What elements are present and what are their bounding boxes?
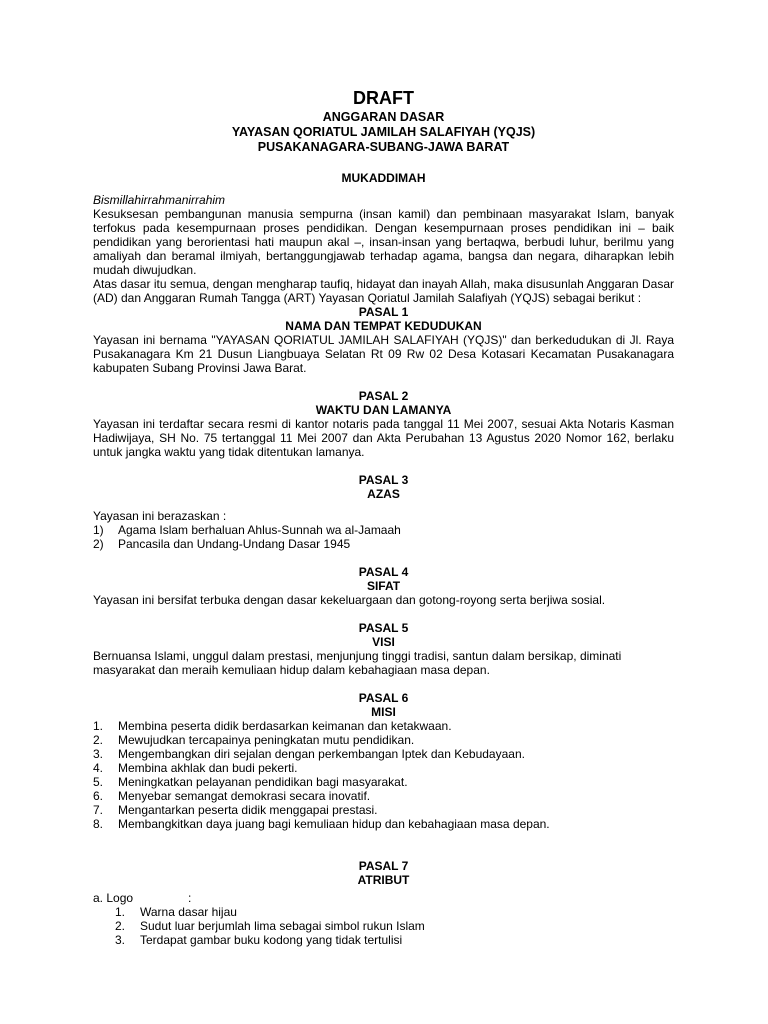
list-number: 3. (93, 747, 104, 761)
list-number: 7. (93, 803, 104, 817)
pasal3-title: AZAS (367, 487, 400, 501)
list-number: 1) (93, 523, 104, 537)
doc-title-line3: PUSAKANAGARA-SUBANG-JAWA BARAT (257, 140, 510, 154)
pasal6-title: MISI (371, 705, 396, 719)
list-item (115, 919, 674, 933)
list-number: 1. (93, 719, 104, 733)
list-text: Mengantarkan peserta didik menggapai prestasi. (118, 803, 378, 817)
document-content (93, 88, 674, 947)
list-text: Mewujudkan tercapainya peningkatan mutu pendidikan. (118, 733, 415, 747)
draft-title: DRAFT (353, 88, 414, 108)
list-number: 2. (115, 919, 126, 933)
pasal4-number: PASAL 4 (358, 565, 409, 579)
list-item (115, 933, 674, 947)
mukaddimah-heading: MUKADDIMAH (341, 171, 426, 185)
bismillah: Bismillahirrahmanirrahim (93, 193, 226, 207)
doc-title-line2: YAYASAN QORIATUL JAMILAH SALAFIYAH (YQJS) (231, 125, 536, 139)
list-text: Membina peserta didik berdasarkan keimanan dan ketakwaan. (118, 719, 452, 733)
pasal2-text: Yayasan ini terdaftar secara resmi di kantor notaris pada tanggal 11 Mei 2007, sesuai Akta Notaris Kasman Hadiwijaya, SH No. 75 tertanggal 11 Mei 2007 dan Akta Perubahan 13 Agustus 2020 Nomor 162, berlaku untuk jangka waktu yang tidak ditentukan lamanya. (93, 417, 674, 459)
pasal4-text: Yayasan ini bersifat terbuka dengan dasar kekeluargaan dan gotong-royong serta berjiwa sosial. (93, 593, 606, 607)
list-text: Terdapat gambar buku kodong yang tidak tertulisi (140, 933, 403, 947)
list-number: 8. (93, 817, 104, 831)
list-item (93, 789, 674, 803)
list-item (93, 817, 674, 831)
list-number: 5. (93, 775, 104, 789)
pasal3-number: PASAL 3 (358, 473, 409, 487)
list-item (93, 775, 674, 789)
doc-title-line1: ANGGARAN DASAR (322, 110, 445, 124)
list-item (93, 733, 674, 747)
list-text: Membina akhlak dan budi pekerti. (118, 761, 298, 775)
pasal3-intro: Yayasan ini berazaskan : (93, 509, 227, 523)
list-item (93, 803, 674, 817)
pasal1-number: PASAL 1 (358, 305, 409, 319)
pasal5-title: VISI (372, 635, 395, 649)
pasal2-title: WAKTU DAN LAMANYA (315, 403, 452, 417)
list-text: Mengembangkan diri sejalan dengan perkembangan Iptek dan Kebudayaan. (118, 747, 525, 761)
list-number: 2. (93, 733, 104, 747)
list-text: Sudut luar berjumlah lima sebagai simbol rukun Islam (140, 919, 425, 933)
list-item (93, 537, 674, 551)
pasal5-number: PASAL 5 (358, 621, 409, 635)
logo-colon: : (188, 891, 192, 905)
misi-list (93, 719, 674, 831)
atribut-list (93, 905, 674, 947)
pasal1-title: NAMA DAN TEMPAT KEDUDUKAN (285, 319, 482, 333)
list-item (93, 747, 674, 761)
list-text: Meningkatkan pelayanan pendidikan bagi masyarakat. (118, 775, 408, 789)
list-number: 2) (93, 537, 104, 551)
list-item (93, 719, 674, 733)
pasal1-text: Yayasan ini bernama "YAYASAN QORIATUL JAMILAH SALAFIYAH (YQJS)" dan berkedudukan di Jl. Raya Pusakanagara Km 21 Dusun Liangbuaya Selatan Rt 09 Rw 02 Desa Kotasari Kecamatan Pusakanagara kabupaten Subang Provinsi Jawa Barat. (93, 333, 674, 375)
pasal4-title: SIFAT (366, 579, 401, 593)
list-number: 3. (115, 933, 126, 947)
mukaddimah-para2: Atas dasar itu semua, dengan mengharap taufiq, hidayat dan inayah Allah, maka disusunlah Anggaran Dasar (AD) dan Anggaran Rumah Tangga (ART) Yayasan Qoriatul Jamilah Salafiyah (YQJS) sebagai berikut : (93, 277, 674, 305)
list-number: 1. (115, 905, 126, 919)
list-number: 4. (93, 761, 104, 775)
pasal5-text: Bernuansa Islami, unggul dalam prestasi, menjunjung tinggi tradisi, santun dalam bersikap, diminati masyarakat dan meraih kemuliaan hidup dalam kebahagiaan masa depan. (93, 649, 622, 677)
pasal7-title: ATRIBUT (357, 873, 410, 887)
list-item (93, 761, 674, 775)
logo-label: a. Logo (93, 891, 134, 905)
list-text: Menyebar semangat demokrasi secara inovatif. (118, 789, 371, 803)
list-text: Agama Islam berhaluan Ahlus-Sunnah wa al-Jamaah (118, 523, 401, 537)
pasal2-number: PASAL 2 (358, 389, 409, 403)
pasal6-number: PASAL 6 (358, 691, 409, 705)
list-item (115, 905, 674, 919)
list-text: Pancasila dan Undang-Undang Dasar 1945 (118, 537, 351, 551)
list-text: Membangkitkan daya juang bagi kemuliaan hidup dan kebahagiaan masa depan. (118, 817, 550, 831)
list-number: 6. (93, 789, 104, 803)
mukaddimah-para1: Kesuksesan pembangunan manusia sempurna (insan kamil) dan pembinaan masyarakat Islam, banyak terfokus pada kesempurnaan proses pendidikan. Dengan kesempurnaan proses pendidikan ini – baik pendidikan yang berorientasi hati maupun akal –, insan-insan yang bertaqwa, berbudi luhur, berilmu yang amaliyah dan beramal ilmiyah, bertanggungjawab terhadap agama, bangsa dan negara, diharapkan lebih mudah diwujudkan. (93, 207, 674, 277)
logo-line (93, 891, 674, 905)
azas-list (93, 523, 674, 551)
list-item (93, 523, 674, 537)
pasal7-number: PASAL 7 (358, 859, 409, 873)
list-text: Warna dasar hijau (140, 905, 237, 919)
